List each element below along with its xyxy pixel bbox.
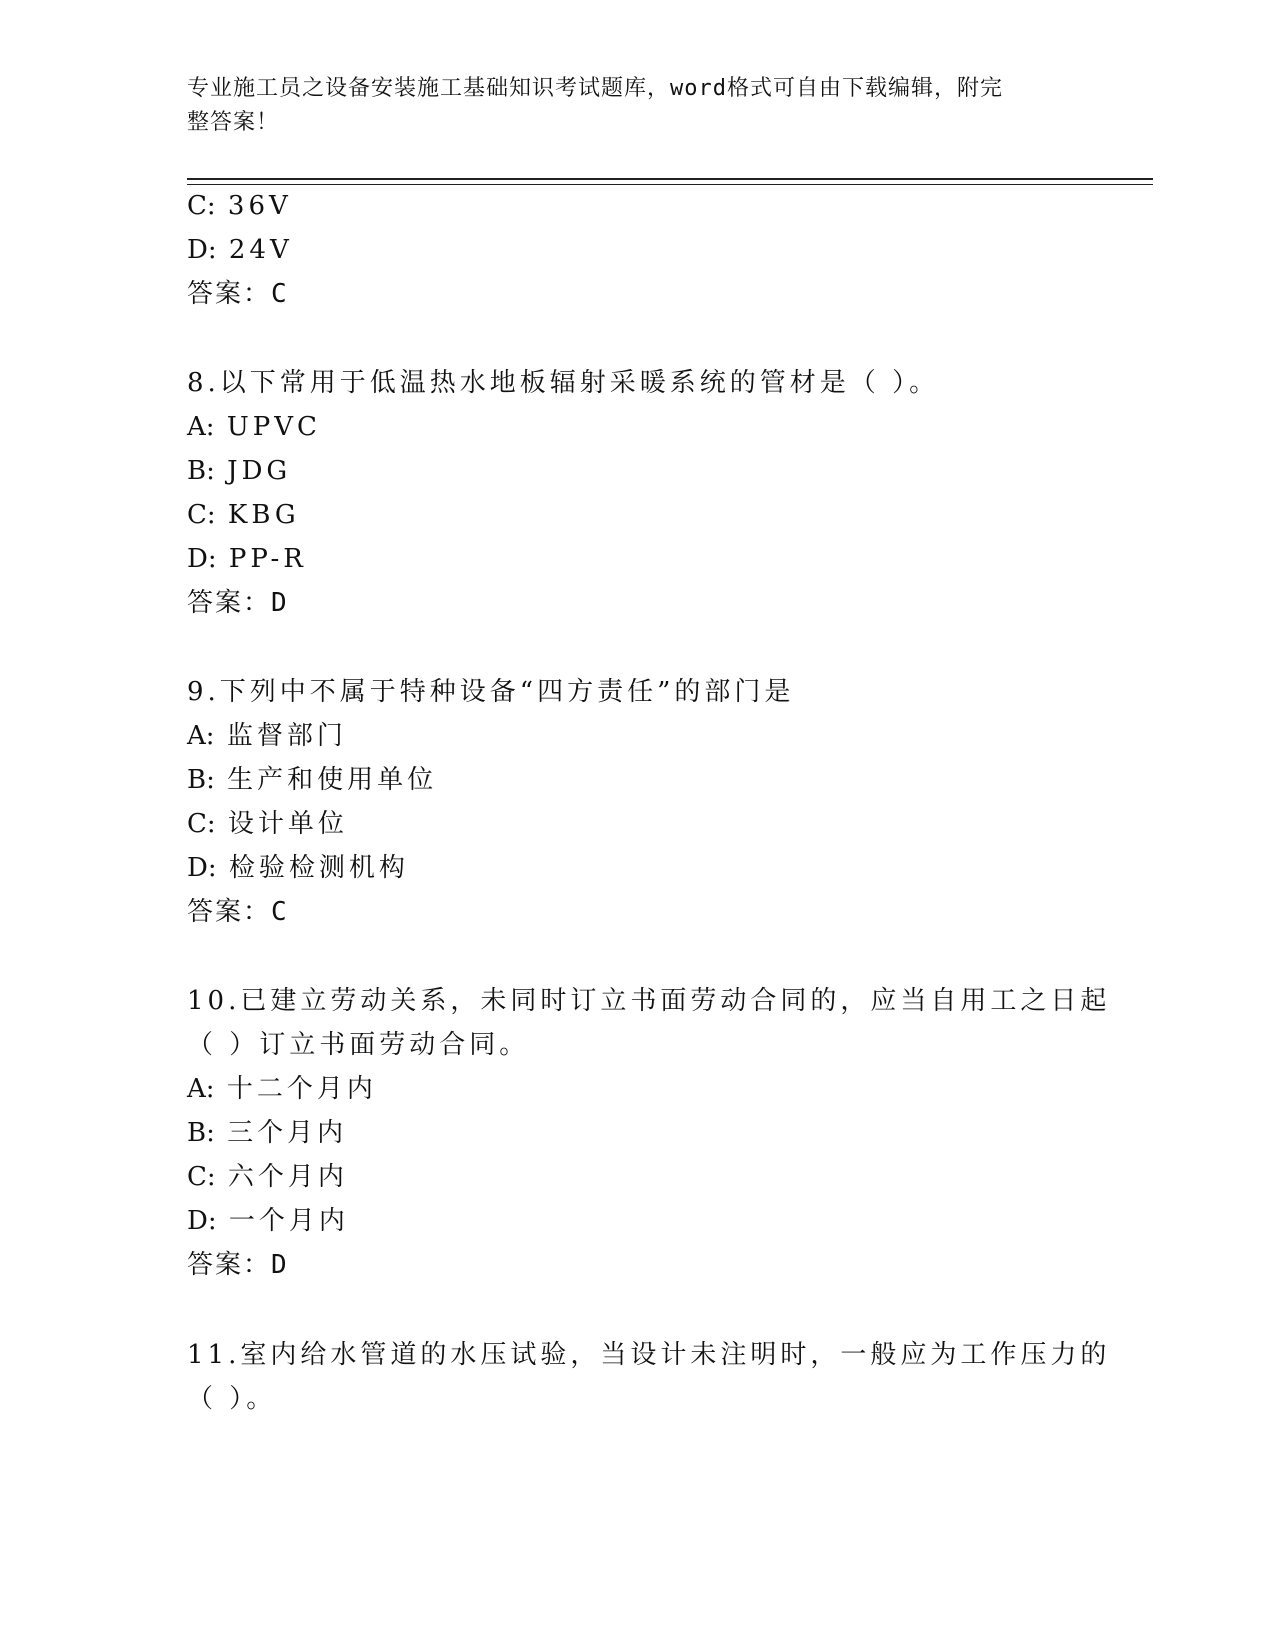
option-text: 生产和使用单位: [227, 765, 438, 795]
q8-option-c: [187, 497, 1087, 533]
option-text: 一个月内: [228, 1206, 349, 1236]
q10-stem-line-2: （ ）订立书面劳动合同。: [187, 1030, 530, 1060]
q10-option-c: [187, 1159, 1087, 1195]
header-divider-thin: [187, 184, 1153, 185]
answer-label: 答案：: [187, 279, 272, 309]
q9-option-b: [187, 762, 1087, 798]
option-key: B:: [187, 456, 215, 486]
option-key: C:: [187, 1162, 216, 1192]
option-text: 监督部门: [226, 721, 347, 751]
q9-option-a: [187, 718, 1087, 754]
q8-option-b: [187, 453, 1087, 489]
option-key: A:: [187, 1074, 215, 1104]
answer-label: 答案：: [187, 588, 272, 618]
q9-option-c: [187, 806, 1087, 842]
option-key: D:: [187, 235, 217, 265]
option-key: C:: [187, 500, 216, 530]
option-key: B:: [187, 765, 215, 795]
option-key: D:: [187, 853, 217, 883]
q11-stem-line-1: 11.室内给水管道的水压试验，当设计未注明时，一般应为工作压力的: [187, 1340, 1111, 1370]
q8-answer: [187, 585, 1087, 621]
q10-option-b: [187, 1115, 1087, 1151]
option-key: A:: [187, 412, 215, 442]
option-key: D:: [187, 544, 217, 574]
option-text: 三个月内: [227, 1118, 348, 1148]
q10-option-d: [187, 1203, 1087, 1239]
option-text: 36V: [227, 191, 292, 221]
q8-option-a: [187, 409, 1087, 445]
answer-label: 答案：: [187, 1250, 272, 1280]
option-text: 设计单位: [227, 809, 348, 839]
header-divider-thick: [187, 178, 1153, 180]
option-key: B:: [187, 1118, 215, 1148]
option-text: 六个月内: [227, 1162, 348, 1192]
q8-option-d: [187, 541, 1087, 577]
option-text: KBG: [227, 500, 300, 530]
q10-option-a: [187, 1071, 1087, 1107]
answer-value: C: [271, 279, 289, 309]
option-key: D:: [187, 1206, 217, 1236]
option-key: A:: [187, 721, 215, 751]
header-line-2: 整答案！: [187, 110, 280, 135]
document-header: [187, 72, 1067, 140]
answer-label: 答案：: [187, 897, 272, 927]
option-text: PP-R: [228, 544, 307, 574]
q9-stem: 9.下列中不属于特种设备“四方责任”的部门是: [187, 677, 795, 707]
prev-option-c: [187, 188, 1087, 224]
prev-answer: [187, 276, 1087, 312]
q10-answer: [187, 1247, 1087, 1283]
q9-option-d: [187, 850, 1087, 886]
option-text: JDG: [227, 456, 292, 486]
option-text: 十二个月内: [226, 1074, 377, 1104]
option-key: C:: [187, 809, 216, 839]
option-text: 检验检测机构: [228, 853, 409, 883]
prev-option-d: [187, 232, 1087, 268]
option-text: UPVC: [226, 412, 321, 442]
answer-value: D: [271, 1250, 289, 1280]
answer-value: D: [271, 588, 289, 618]
header-line-1: 专业施工员之设备安装施工基础知识考试题库，word格式可自由下载编辑，附完: [187, 76, 1003, 101]
q8-stem: 8.以下常用于低温热水地板辐射采暖系统的管材是（ ）。: [187, 368, 940, 398]
q9-answer: [187, 894, 1087, 930]
option-key: C:: [187, 191, 216, 221]
q11-stem-line-2: （ ）。: [187, 1384, 277, 1414]
q10-stem-line-1: 10.已建立劳动关系，未同时订立书面劳动合同的，应当自用工之日起: [187, 986, 1111, 1016]
option-text: 24V: [228, 235, 293, 265]
answer-value: C: [271, 897, 289, 927]
